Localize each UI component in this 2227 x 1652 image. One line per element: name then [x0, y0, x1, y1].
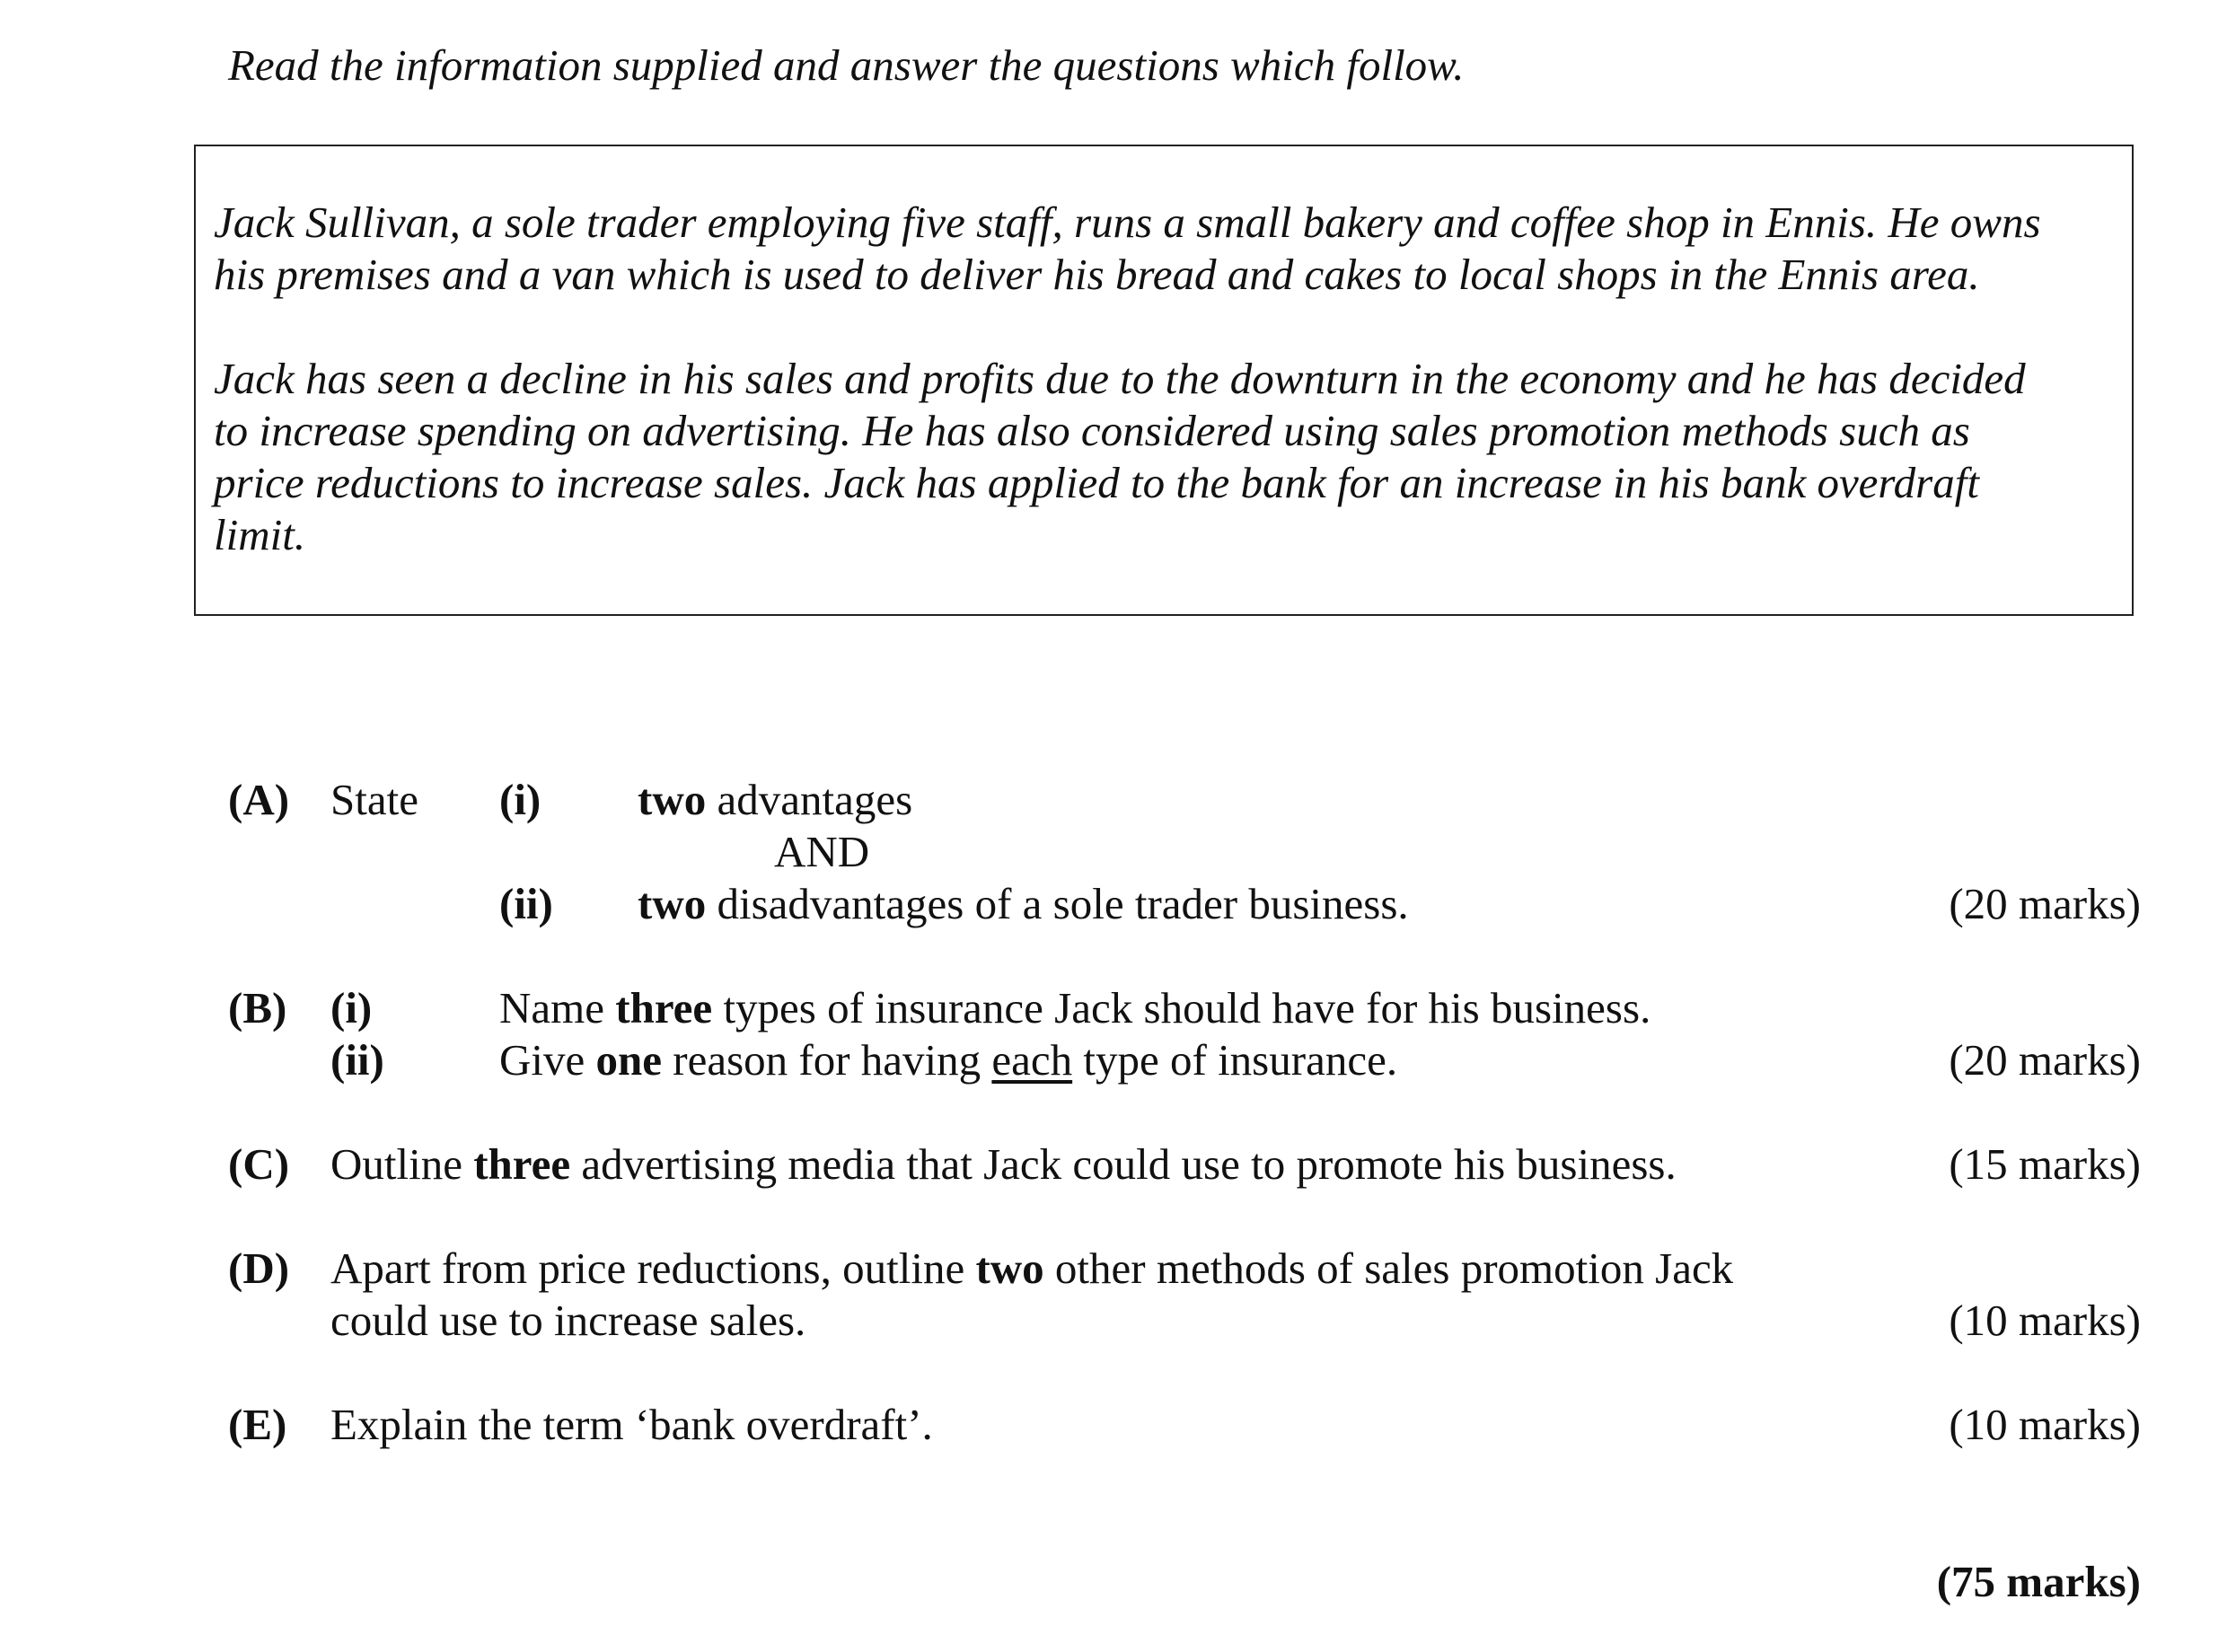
question-b-i-post: types of insurance Jack should have for his business.	[712, 983, 1651, 1032]
question-c-post: advertising media that Jack could use to promote his business.	[570, 1139, 1677, 1189]
question-d-pre: Apart from price reductions, outline	[330, 1243, 976, 1293]
case-study-line: Jack has seen a decline in his sales and profits due to the downturn in the economy and he has decided	[214, 354, 2026, 403]
question-d-line1	[330, 1243, 1733, 1295]
question-c-text	[330, 1138, 1677, 1191]
question-d-marks: (10 marks)	[1949, 1296, 2141, 1345]
question-a-marks: (20 marks)	[1949, 879, 2141, 928]
question-e-letter: (E)	[228, 1400, 287, 1449]
question-a-i-label: (i)	[499, 775, 541, 824]
question-b-marks: (20 marks)	[1949, 1035, 2141, 1085]
instruction-text: Read the information supplied and answer the questions which follow.	[228, 40, 1465, 90]
case-study-line: limit.	[214, 510, 306, 559]
question-d-line2: could use to increase sales.	[330, 1296, 806, 1345]
question-b-ii-text	[499, 1034, 1397, 1086]
total-marks: (75 marks)	[1936, 1557, 2141, 1606]
case-study-line: to increase spending on advertising. He has also considered using sales promotion methods such as	[214, 406, 1970, 455]
question-a-ii-text	[638, 878, 1409, 930]
emphasis: three	[615, 983, 713, 1032]
question-a-verb: State	[330, 775, 418, 824]
emphasis: two	[975, 1243, 1044, 1293]
case-study-line: his premises and a van which is used to deliver his bread and cakes to local shops in the Ennis area.	[214, 250, 1980, 299]
case-study-line: Jack Sullivan, a sole trader employing five staff, runs a small bakery and coffee shop in Ennis. He owns	[214, 198, 2041, 247]
question-c-pre: Outline	[330, 1139, 474, 1189]
question-a-i-text	[638, 774, 912, 826]
question-a-letter: (A)	[228, 775, 290, 824]
question-a-i-rest: advantages	[706, 775, 913, 824]
question-b-letter: (B)	[228, 983, 287, 1032]
case-study-line: price reductions to increase sales. Jack has applied to the bank for an increase in his bank overdraft	[214, 458, 1979, 507]
question-a-ii-rest: disadvantages of a sole trader business.	[706, 879, 1409, 928]
question-e-marks: (10 marks)	[1949, 1400, 2141, 1449]
underlined-word: each	[991, 1035, 1073, 1085]
emphasis: three	[473, 1139, 571, 1189]
question-a-ii-label: (ii)	[499, 879, 553, 928]
emphasis: two	[638, 879, 707, 928]
question-b-ii-pre: Give	[499, 1035, 596, 1085]
question-b-i-text	[499, 982, 1650, 1034]
question-b-i-pre: Name	[499, 983, 616, 1032]
emphasis: two	[638, 775, 707, 824]
question-d-post: other methods of sales promotion Jack	[1043, 1243, 1734, 1293]
question-b-ii-mid: reason for having	[662, 1035, 992, 1085]
question-e-text: Explain the term ‘bank overdraft’.	[330, 1400, 933, 1449]
question-c-letter: (C)	[228, 1139, 290, 1189]
question-b-ii-post: type of insurance.	[1072, 1035, 1398, 1085]
question-a-and: AND	[774, 827, 870, 876]
question-b-ii-label: (ii)	[330, 1035, 384, 1085]
question-c-marks: (15 marks)	[1949, 1139, 2141, 1189]
emphasis: one	[595, 1035, 662, 1085]
question-b-i-label: (i)	[330, 983, 373, 1032]
question-d-letter: (D)	[228, 1243, 290, 1293]
